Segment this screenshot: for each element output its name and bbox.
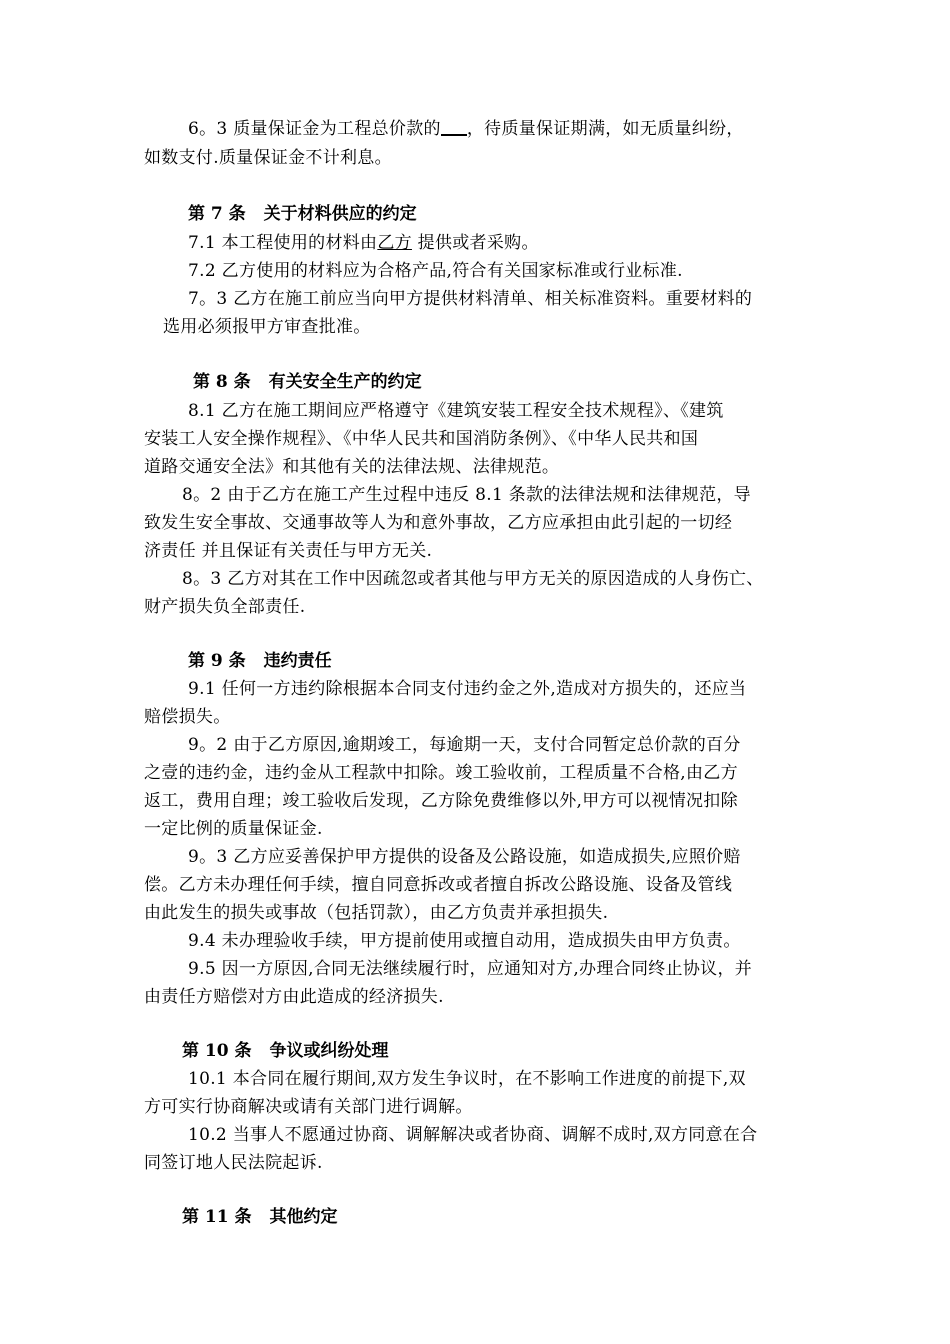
clause-9-5-line-2: 由责任方赔偿对方由此造成的经济损失.: [144, 987, 444, 1007]
clause-9-5-line-1: 9.5 因一方原因,合同无法继续履行时，应通知对方,办理合同终止协议，并: [188, 959, 753, 979]
clause-8-3-line-2: 财产损失负全部责任.: [144, 597, 306, 617]
fill-in-blank: [441, 118, 467, 136]
article-title: 有关安全生产的约定: [268, 372, 422, 392]
article-title: 争议或纠纷处理: [269, 1041, 389, 1061]
clause-10-1-line-1: 10.1 本合同在履行期间,双方发生争议时，在不影响工作进度的前提下,双: [188, 1069, 746, 1089]
clause-8-1-line-2: 安装工人安全操作规程》、《中华人民共和国消防条例》、《中华人民共和国: [144, 429, 699, 449]
clause-7-3-line-2: 选用必须报甲方审查批准。: [163, 317, 371, 337]
clause-9-2-line-4: 一定比例的质量保证金.: [144, 819, 323, 839]
article-number: 第 7 条: [188, 204, 246, 224]
clause-9-1-line-2: 赔偿损失。: [144, 707, 231, 727]
clause-10-1-line-2: 方可实行协商解决或请有关部门进行调解。: [144, 1097, 473, 1117]
clause-9-3-line-2: 偿。乙方未办理任何手续，擅自同意拆改或者擅自拆改公路设施、设备及管线: [144, 875, 733, 895]
article-title: 违约责任: [263, 651, 332, 671]
clause-text: ，待质量保证期满，如无质量纠纷，: [466, 119, 744, 139]
article-10-heading: [182, 1040, 389, 1062]
clause-text: 7.1 本工程使用的材料由: [188, 233, 378, 253]
article-number: 第 8 条: [193, 372, 251, 392]
article-number: 第 9 条: [188, 651, 246, 671]
clause-7-2: 7.2 乙方使用的材料应为合格产品,符合有关国家标准或行业标准.: [188, 261, 683, 281]
clause-8-1-line-3: 道路交通安全法》和其他有关的法律法规、法律规范。: [144, 457, 560, 477]
clause-9-2-line-1: 9。2 由于乙方原因,逾期竣工，每逾期一天，支付合同暂定总价款的百分: [188, 735, 741, 755]
clause-8-1-line-1: 8.1 乙方在施工期间应严格遵守《建筑安装工程安全技术规程》、《建筑: [188, 401, 724, 421]
clause-8-2-line-3: 济责任 并且保证有关责任与甲方无关.: [144, 541, 433, 561]
clause-10-2-line-1: 10.2 当事人不愿通过协商、调解解决或者协商、调解不成时,双方同意在合: [188, 1125, 758, 1145]
clause-9-3-line-1: 9。3 乙方应妥善保护甲方提供的设备及公路设施，如造成损失,应照价赔: [188, 847, 741, 867]
article-number: 第 10 条: [182, 1041, 252, 1061]
clause-9-4: 9.4 未办理验收手续，甲方提前使用或擅自动用，造成损失由甲方负责。: [188, 931, 741, 951]
clause-text: 提供或者采购。: [411, 233, 539, 253]
clause-9-2-line-2: 之壹的违约金，违约金从工程款中扣除。竣工验收前，工程质量不合格,由乙方: [144, 763, 738, 783]
clause-9-3-line-3: 由此发生的损失或事故（包括罚款），由乙方负责并承担损失.: [144, 903, 609, 923]
article-title: 其他约定: [269, 1207, 338, 1227]
clause-7-3-line-1: 7。3 乙方在施工前应当向甲方提供材料清单、相关标准资料。重要材料的: [188, 289, 753, 309]
clause-10-2-line-2: 同签订地人民法院起诉.: [144, 1153, 323, 1173]
article-title: 关于材料供应的约定: [263, 204, 417, 224]
clause-7-1: [188, 232, 539, 254]
article-7-heading: [188, 203, 417, 225]
clause-8-2-line-2: 致发生安全事故、交通事故等人为和意外事故，乙方应承担由此引起的一切经: [144, 513, 733, 533]
article-9-heading: [188, 650, 332, 672]
article-8-heading: [193, 371, 422, 393]
clause-8-2-line-1: 8。2 由于乙方在施工产生过程中违反 8.1 条款的法律法规和法律规范，导: [182, 485, 751, 505]
article-11-heading: [182, 1206, 338, 1228]
article-number: 第 11 条: [182, 1207, 252, 1227]
clause-8-3-line-1: 8。3 乙方对其在工作中因疏忽或者其他与甲方无关的原因造成的人身伤亡、: [182, 569, 764, 589]
underlined-party: 乙方: [377, 233, 412, 253]
clause-text: 6。3 质量保证金为工程总价款的: [188, 119, 441, 139]
clause-9-2-line-3: 返工，费用自理；竣工验收后发现，乙方除免费维修以外,甲方可以视情况扣除: [144, 791, 738, 811]
clause-6-3-line-1: [188, 118, 744, 140]
clause-9-1-line-1: 9.1 任何一方违约除根据本合同支付违约金之外,造成对方损失的，还应当: [188, 679, 747, 699]
clause-6-3-line-2: 如数支付.质量保证金不计利息。: [144, 148, 392, 168]
